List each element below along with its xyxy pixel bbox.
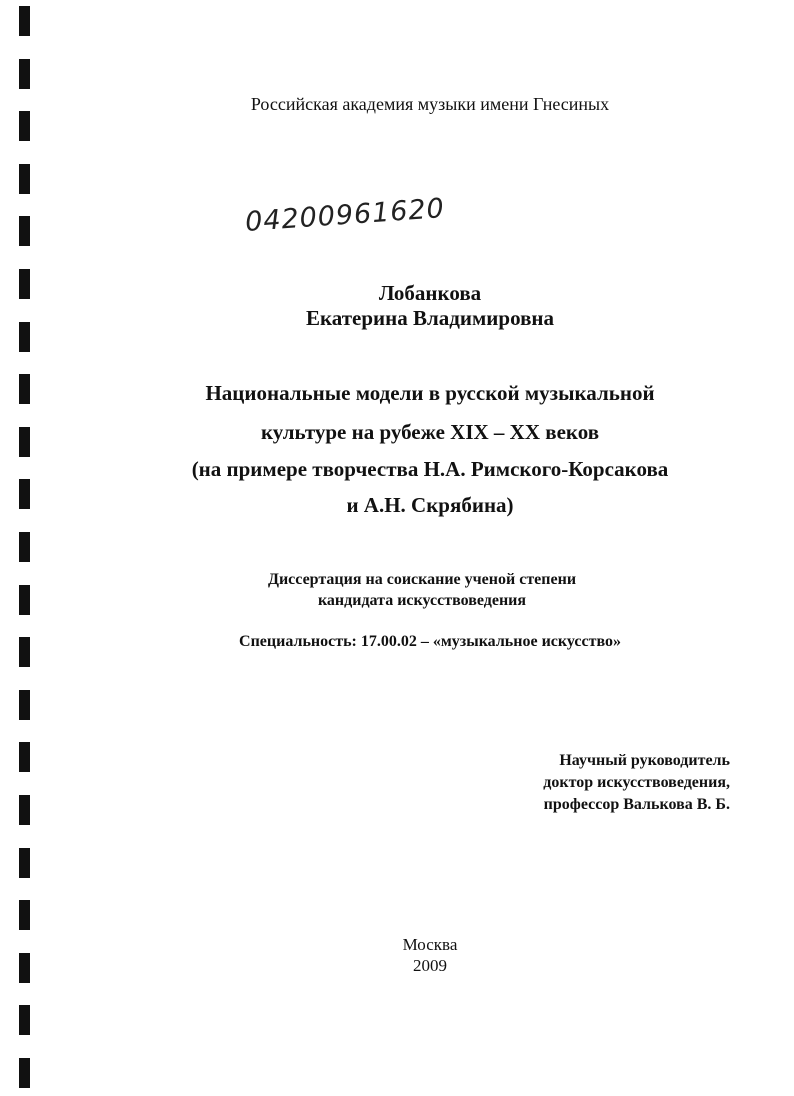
binding-mark	[19, 795, 30, 825]
city: Москва	[402, 935, 458, 954]
author-given-names: Екатерина Владимировна	[305, 306, 555, 330]
binding-mark	[19, 742, 30, 772]
title-line-2: культуре на рубеже XIX – XX веков	[260, 420, 600, 444]
specialty: Специальность: 17.00.02 – «музыкальное искусство»	[239, 633, 621, 650]
binding-mark	[19, 690, 30, 720]
handwritten-catalog-number: 04200961620	[244, 193, 446, 238]
title-line-3: (на примере творчества Н.А. Римского-Корсакова	[191, 457, 669, 481]
binding-mark	[19, 532, 30, 562]
title-line-1: Национальные модели в русской музыкальной	[205, 381, 655, 405]
binding-mark	[19, 164, 30, 194]
binding-mark	[19, 111, 30, 141]
title-line-4: и А.Н. Скрябина)	[346, 493, 514, 517]
binding-mark	[19, 848, 30, 878]
binding-mark	[19, 1058, 30, 1088]
binding-mark	[19, 6, 30, 36]
author-surname: Лобанкова	[378, 281, 482, 305]
degree-line-1: Диссертация на соискание ученой степени	[267, 571, 577, 588]
binding-mark	[19, 900, 30, 930]
binding-mark	[19, 59, 30, 89]
degree-line-2: кандидата искусствоведения	[317, 592, 527, 609]
supervisor-line-2: доктор искусствоведения,	[543, 774, 730, 791]
binding-mark	[19, 1005, 30, 1035]
supervisor-line-1: Научный руководитель	[559, 752, 730, 769]
institution: Российская академия музыки имени Гнесиных	[250, 94, 610, 114]
supervisor-line-3: профессор Валькова В. Б.	[543, 796, 730, 813]
year: 2009	[413, 956, 447, 975]
binding-mark	[19, 216, 30, 246]
